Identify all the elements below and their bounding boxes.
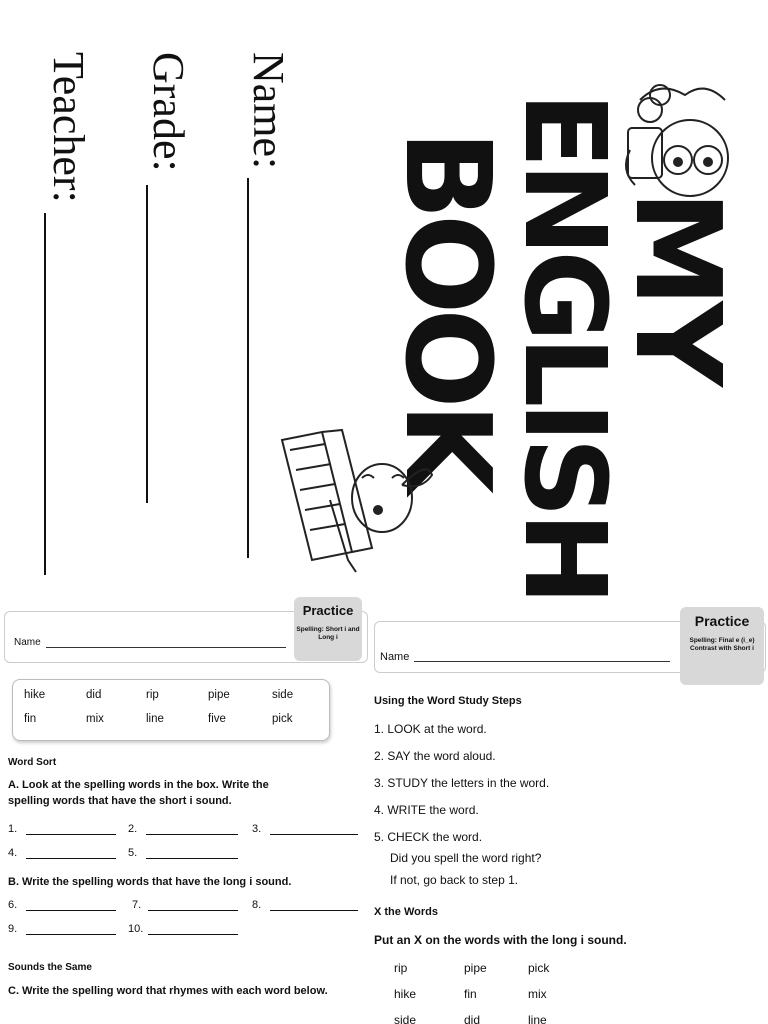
right-name-label: Name [380,651,410,663]
step-item: 5. CHECK the word. [374,830,483,844]
x-word[interactable]: line [528,1013,547,1024]
x-word[interactable]: pipe [464,961,487,975]
left-practice-tab [294,597,362,661]
answer-blank[interactable] [270,834,358,835]
answer-blank[interactable] [26,934,116,935]
left-practice-subtitle: Spelling: Short i and Long i [296,626,360,641]
step-item: 2. SAY the word aloud. [374,749,496,763]
x-word[interactable]: fin [464,987,477,1001]
answer-blank[interactable] [26,858,116,859]
step-item: 4. WRITE the word. [374,803,479,817]
x-word[interactable]: rip [394,961,408,975]
step-item: 3. STUDY the letters in the word. [374,776,550,790]
x-words-heading: X the Words [374,906,438,918]
instruction-c: C. Write the spelling word that rhymes with each word below. [8,985,328,997]
word-box-item: fin [24,713,37,725]
title-book: BOOK [379,130,517,489]
x-word[interactable]: hike [394,987,417,1001]
name-label: Name: [244,52,293,170]
right-practice-tab [680,607,764,685]
sounds-heading: Sounds the Same [8,962,92,973]
x-word[interactable]: side [394,1013,417,1024]
x-word[interactable]: did [464,1013,481,1024]
answer-blank[interactable] [146,858,238,859]
instruction-a: A. Look at the spelling words in the box. Write the spelling words that have the short i sound. [8,779,269,807]
word-box-item: five [208,713,226,725]
word-box-item: pick [272,713,293,725]
word-box-item: did [86,689,102,701]
answer-number: 9. [8,923,18,935]
answer-number: 8. [252,899,262,911]
right-worksheet [370,585,768,1024]
answer-number: 10. [128,923,144,935]
answer-number: 6. [8,899,18,911]
steps-heading: Using the Word Study Steps [374,695,522,707]
right-name-field[interactable] [414,661,670,662]
word-box-item: pipe [208,689,230,701]
answer-number: 1. [8,823,18,835]
answer-number: 4. [8,847,18,859]
right-practice-subtitle: Spelling: Final e (i_e) Contrast with Short i [689,637,755,652]
x-instruction: Put an X on the words with the long i sound. [374,933,627,947]
x-word[interactable]: pick [528,961,550,975]
check-line: Did you spell the word right? [390,851,542,865]
answer-blank[interactable] [26,834,116,835]
answer-number: 2. [128,823,138,835]
step-item: 1. LOOK at the word. [374,722,487,736]
word-box-item: hike [24,689,46,701]
left-name-label: Name [14,637,41,648]
check-line: If not, go back to step 1. [390,873,519,887]
word-box-item: rip [146,689,159,701]
grade-label: Grade: [144,52,193,172]
answer-blank[interactable] [146,834,238,835]
word-box-item: line [146,713,164,725]
word-sort-heading: Word Sort [8,757,57,768]
left-name-field[interactable] [46,647,286,648]
word-box-item: mix [86,713,104,725]
answer-blank[interactable] [148,934,238,935]
right-practice-title: Practice [694,613,750,629]
answer-blank[interactable] [270,910,358,911]
answer-number: 5. [128,847,138,859]
answer-number: 7. [132,899,142,911]
x-word[interactable]: mix [528,987,547,1001]
left-worksheet [0,585,370,1024]
word-box-item: side [272,689,294,701]
teacher-label: Teacher: [44,52,93,203]
title-english: ENGLISH [499,92,629,600]
instruction-b: B. Write the spelling words that have the long i sound. [8,876,292,888]
answer-number: 3. [252,823,262,835]
left-practice-title: Practice [302,603,354,618]
title-my: MY [609,190,747,381]
answer-blank[interactable] [148,910,238,911]
answer-blank[interactable] [26,910,116,911]
